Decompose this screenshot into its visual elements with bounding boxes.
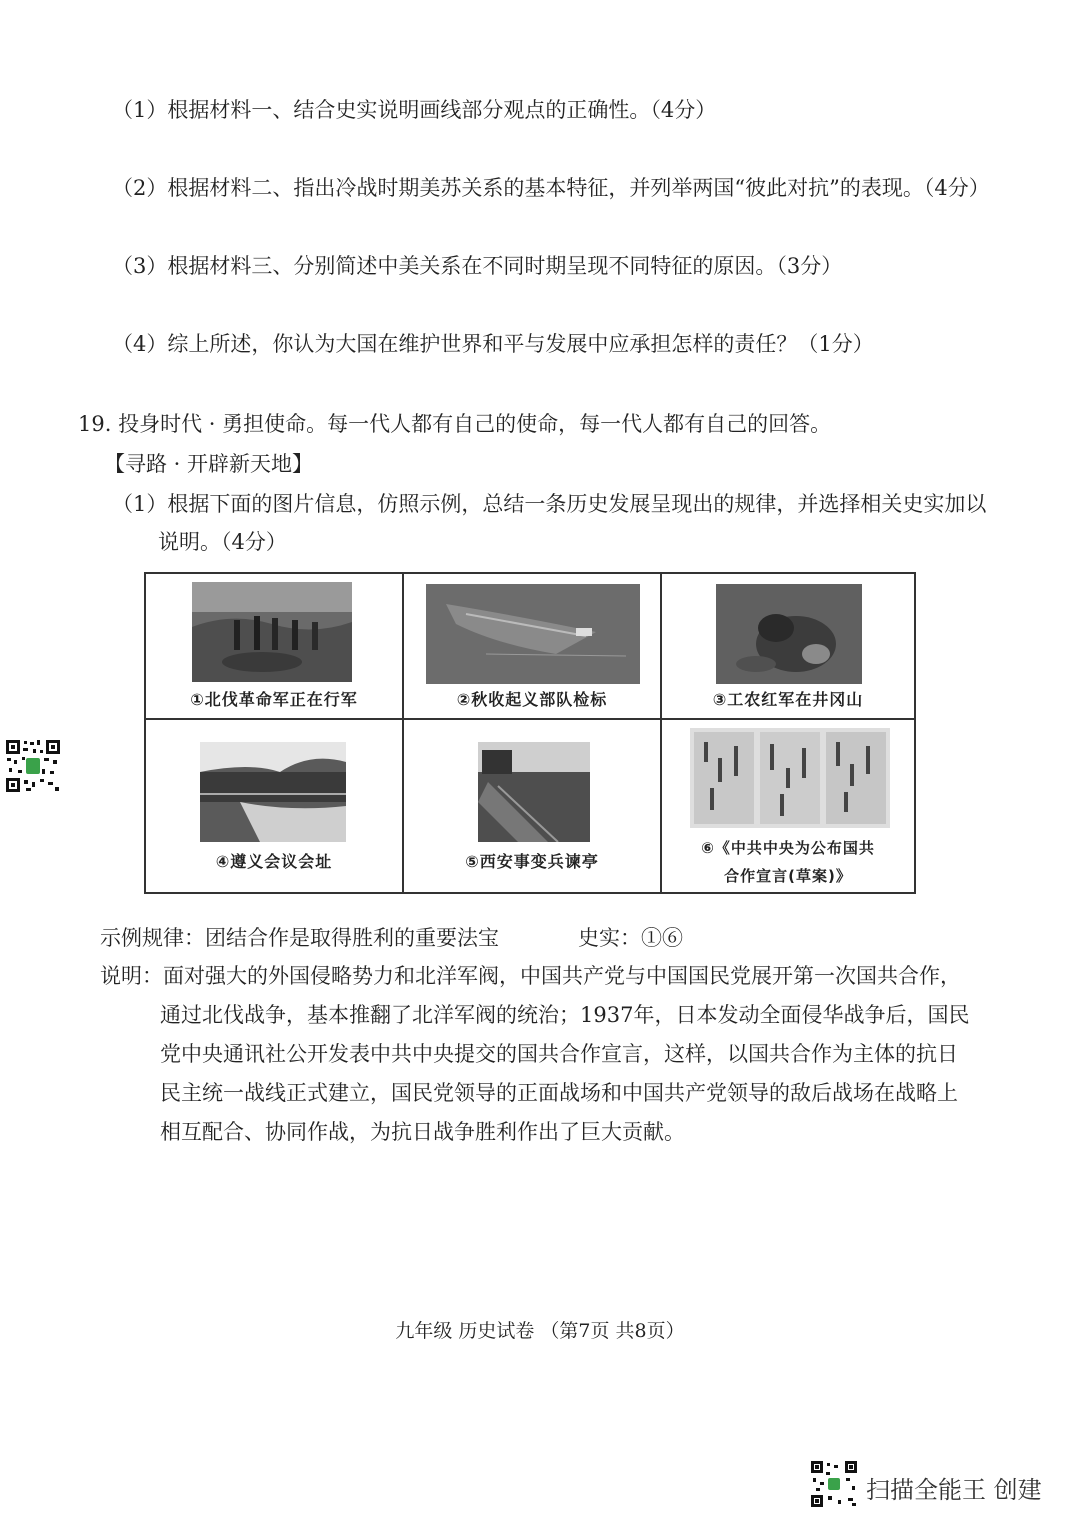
question-19-sub1-line2: 说明。（4分）: [158, 530, 287, 554]
photo-xian-pavilion: [478, 742, 590, 842]
photo-caption-6-line1: ⑥《中共中央为公布国共: [701, 839, 875, 857]
photo-autumn-harvest-flag: [426, 584, 640, 684]
question-3: （3）根据材料三、分别简述中美关系在不同时期呈现不同特征的原因。（3分）: [112, 254, 843, 278]
example-explain-line-1: 说明：面对强大的外国侵略势力和北洋军阀，中国共产党与中国国民党展开第一次国共合作，: [100, 964, 961, 988]
photo-caption-3: ③工农红军在井冈山: [712, 690, 864, 709]
example-explain-line-4: 民主统一战线正式建立，国民党领导的正面战场和中国共产党领导的敌后战场在战略上: [160, 1081, 958, 1105]
question-19-sub1-line1: （1）根据下面的图片信息，仿照示例，总结一条历史发展呈现出的规律，并选择相关史实加以: [112, 492, 987, 516]
qr-code-watermark: [810, 1460, 858, 1508]
photo-zunyi-site: [200, 742, 346, 842]
example-explain-line-2: 通过北伐战争，基本推翻了北洋军阀的统治；1937年，日本发动全面侵华战争后，国民: [160, 1003, 970, 1027]
example-facts: 史实：①⑥: [578, 926, 683, 950]
photo-cell-4: [146, 720, 404, 892]
photo-declaration-manuscript: [690, 728, 890, 828]
question-4: （4）综上所述，你认为大国在维护世界和平与发展中应承担怎样的责任？（1分）: [112, 332, 874, 356]
photo-cell-3: [662, 574, 914, 720]
page-footer: 九年级 历史试卷 （第7页 共8页）: [395, 1320, 685, 1342]
question-19-section: 【寻路 · 开辟新天地】: [104, 452, 314, 476]
photo-cell-2: [404, 574, 662, 720]
photo-caption-5: ⑤西安事变兵谏亭: [465, 852, 599, 871]
photo-cell-5: [404, 720, 662, 892]
photo-cell-6: [662, 720, 914, 892]
photo-caption-6-line2: 合作宣言(草案)》: [724, 867, 852, 885]
question-1: （1）根据材料一、结合史实说明画线部分观点的正确性。（4分）: [112, 98, 717, 122]
question-2: （2）根据材料二、指出冷战时期美苏关系的基本特征，并列举两国“彼此对抗”的表现。（4分）: [112, 176, 990, 200]
scanner-watermark-text: 扫描全能王 创建: [866, 1476, 1042, 1504]
question-19-title: 19. 投身时代 · 勇担使命。每一代人都有自己的使命，每一代人都有自己的回答。: [78, 412, 832, 436]
example-rule: 示例规律：团结合作是取得胜利的重要法宝: [100, 926, 499, 950]
photo-caption-2: ②秋收起义部队检标: [456, 690, 608, 709]
photo-table: [144, 572, 916, 894]
example-explain-line-3: 党中央通讯社公开发表中共中央提交的国共合作宣言，这样，以国共合作为主体的抗日: [160, 1042, 958, 1066]
photo-northern-expedition: [192, 582, 352, 682]
photo-cell-1: [146, 574, 404, 720]
photo-red-army-jinggangshan: [716, 584, 862, 684]
photo-caption-4: ④遵义会议会址: [215, 852, 333, 871]
qr-code-left: [4, 738, 62, 794]
example-explain-line-5: 相互配合、协同作战，为抗日战争胜利作出了巨大贡献。: [160, 1120, 685, 1144]
photo-caption-1: ①北伐革命军正在行军: [190, 690, 358, 709]
